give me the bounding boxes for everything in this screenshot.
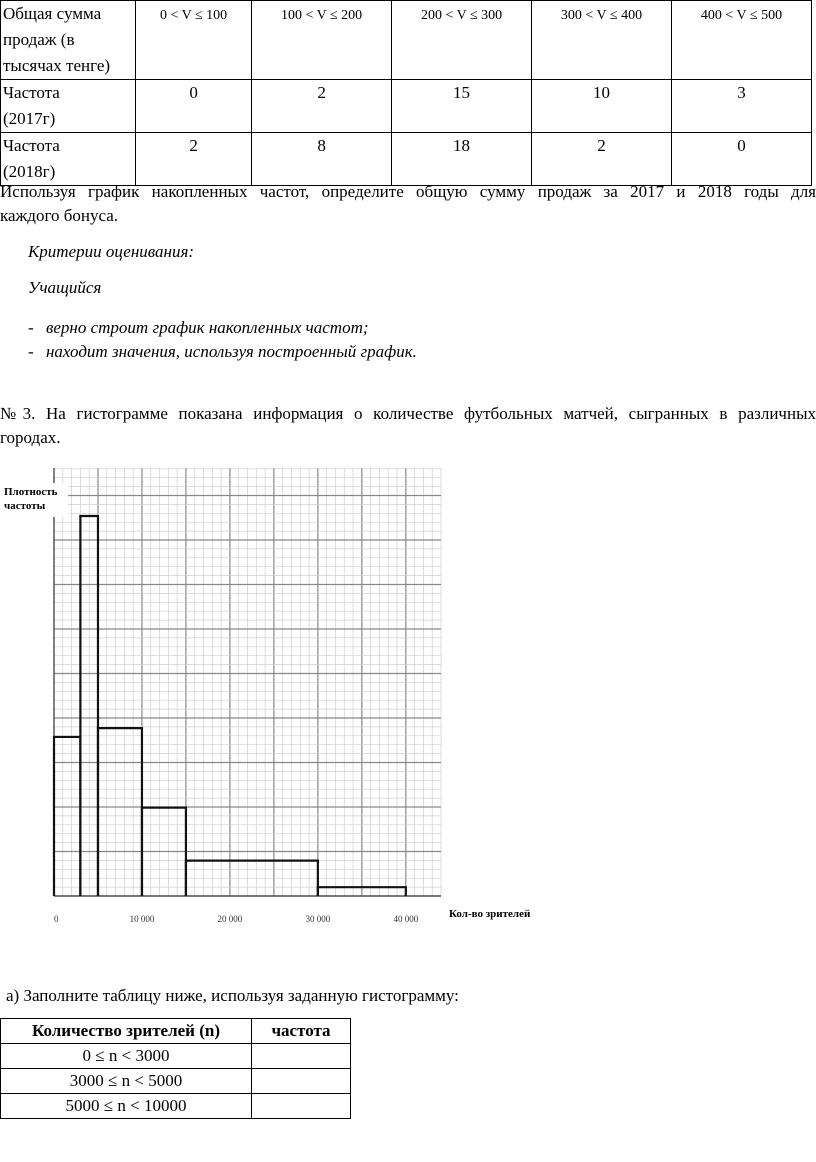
table-cell: 8 bbox=[252, 133, 392, 186]
table-cell: 0 bbox=[136, 80, 252, 133]
range-header: 100 < V ≤ 200 bbox=[252, 1, 392, 80]
table-cell: 2 bbox=[136, 133, 252, 186]
x-tick-labels bbox=[54, 914, 419, 924]
bullet-mark: - bbox=[28, 342, 34, 361]
table-header-label: Общая сумма продаж (в тысячах тенге) bbox=[1, 1, 136, 80]
criteria-item: находит значения, используя построенный график. bbox=[46, 342, 417, 361]
x-axis-label: Кол-во зрителей bbox=[449, 908, 531, 920]
x-tick-label: 10 000 bbox=[129, 914, 155, 924]
table-cell: 3 bbox=[671, 80, 811, 133]
table-cell: 0 ≤ n < 3000 bbox=[1, 1044, 252, 1069]
range-header: 0 < V ≤ 100 bbox=[136, 1, 252, 80]
row-label-line: (2018г) bbox=[3, 162, 56, 181]
viewers-frequency-table bbox=[0, 1018, 351, 1119]
row-label-line: Частота bbox=[3, 83, 60, 102]
task-text: Используя график накопленных частот, определите общую сумму продаж за 2017 и 2018 годы для bbox=[0, 182, 816, 201]
y-axis-label: Плотность bbox=[4, 486, 58, 498]
part-a-text: а) Заполните таблицу ниже, используя заданную гистограмму: bbox=[6, 986, 459, 1005]
x-tick-label: 40 000 bbox=[393, 914, 419, 924]
y-axis-label: частоты bbox=[4, 500, 46, 512]
problem-3-text-cont: городах. bbox=[0, 428, 61, 447]
row-label-2017 bbox=[1, 80, 136, 133]
x-tick-label: 0 bbox=[54, 914, 59, 924]
table-cell: 2 bbox=[532, 133, 672, 186]
row-label-line: Частота bbox=[3, 136, 60, 155]
range-header: 200 < V ≤ 300 bbox=[392, 1, 532, 80]
sales-frequency-table bbox=[0, 0, 812, 186]
table-cell: 0 bbox=[671, 133, 811, 186]
frequency-input-cell[interactable] bbox=[252, 1094, 351, 1119]
row-label-2018 bbox=[1, 133, 136, 186]
table-cell: 2 bbox=[252, 80, 392, 133]
table-cell: 5000 ≤ n < 10000 bbox=[1, 1094, 252, 1119]
problem-3-text: №3. На гистограмме показана информация о количестве футбольных матчей, сыгранных в различных bbox=[0, 404, 816, 423]
row-label-line: (2017г) bbox=[3, 109, 56, 128]
table-header: частота bbox=[252, 1019, 351, 1044]
chart-grid bbox=[54, 468, 441, 896]
table-cell: 10 bbox=[532, 80, 672, 133]
task-text-cont: каждого бонуса. bbox=[0, 206, 119, 225]
criteria-item: верно строит график накопленных частот; bbox=[46, 318, 369, 337]
histogram-bar bbox=[54, 737, 80, 896]
range-header: 400 < V ≤ 500 bbox=[671, 1, 811, 80]
range-header: 300 < V ≤ 400 bbox=[532, 1, 672, 80]
table-cell: 15 bbox=[392, 80, 532, 133]
histogram-chart bbox=[0, 465, 560, 935]
student-label: Учащийся bbox=[28, 278, 102, 297]
x-tick-label: 30 000 bbox=[305, 914, 331, 924]
criteria-title: Критерии оценивания: bbox=[28, 242, 195, 261]
table-header: Количество зрителей (n) bbox=[1, 1019, 252, 1044]
table-cell: 18 bbox=[392, 133, 532, 186]
bullet-mark: - bbox=[28, 318, 34, 337]
frequency-input-cell[interactable] bbox=[252, 1044, 351, 1069]
x-tick-label: 20 000 bbox=[217, 914, 243, 924]
frequency-input-cell[interactable] bbox=[252, 1069, 351, 1094]
table-cell: 3000 ≤ n < 5000 bbox=[1, 1069, 252, 1094]
